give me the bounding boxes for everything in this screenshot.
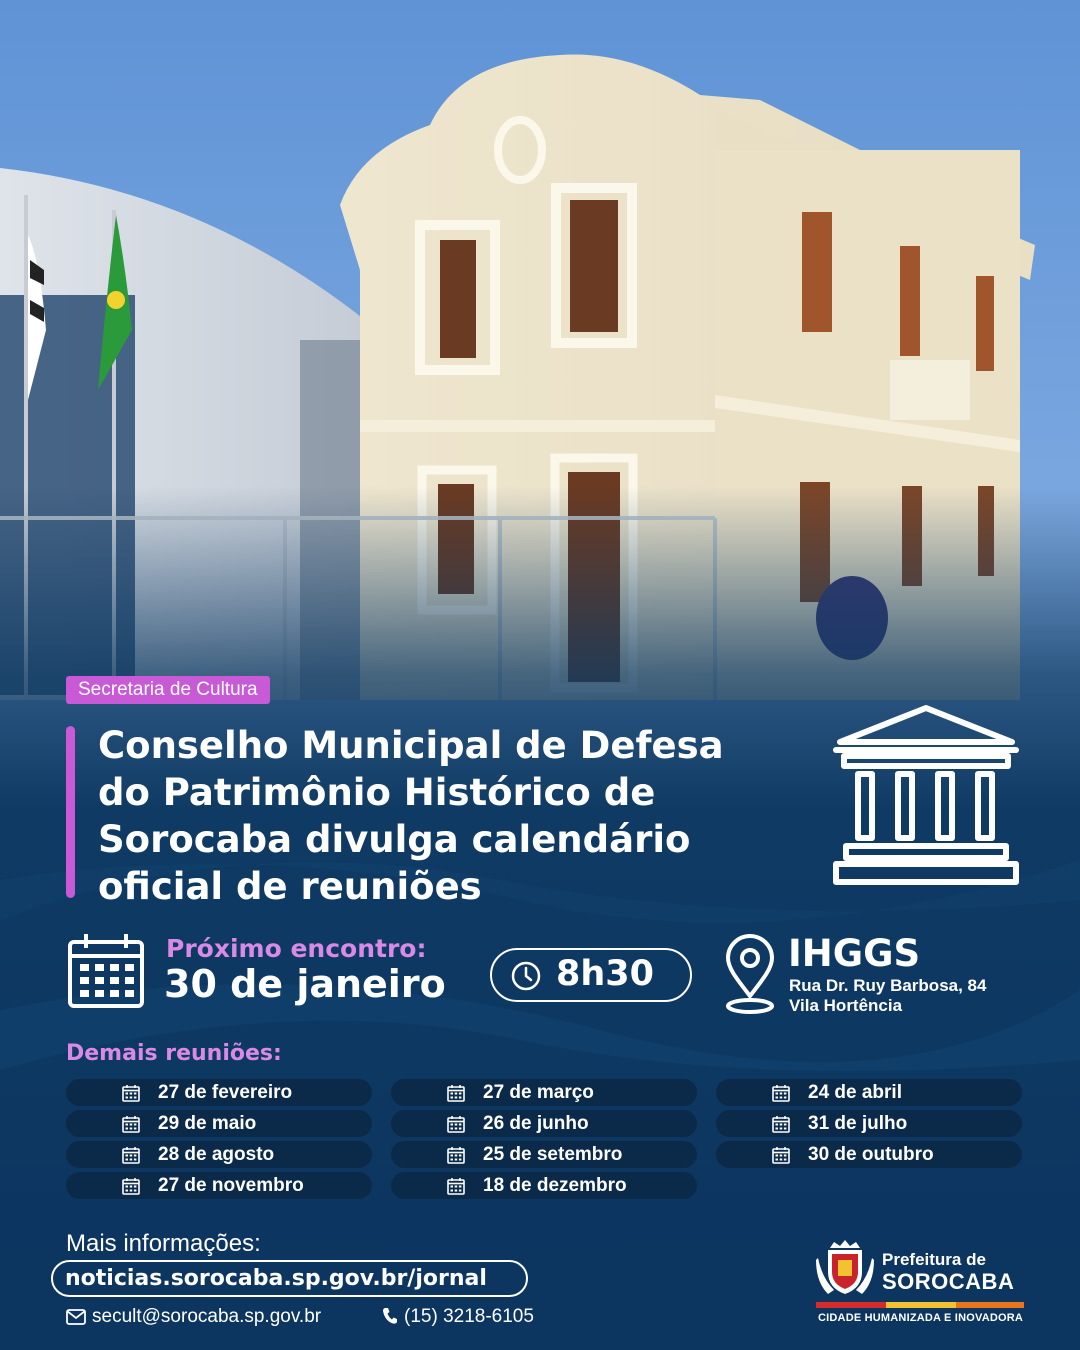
- headline-line: oficial de reuniões: [98, 865, 482, 908]
- news-url[interactable]: noticias.sorocaba.sp.gov.br/jornal: [65, 1266, 487, 1291]
- meeting-time: 8h30: [556, 954, 654, 994]
- meeting-date-item: [716, 1110, 1022, 1137]
- meeting-date-item: [716, 1079, 1022, 1106]
- logo-title-line1: Prefeitura de: [882, 1250, 986, 1269]
- calendar-icon: [447, 1084, 465, 1102]
- headline-line: Sorocaba divulga calendário: [98, 818, 691, 861]
- logo-title-line2: SOROCABA: [882, 1269, 1015, 1294]
- next-meeting-label: Próximo encontro:: [166, 934, 427, 963]
- time-badge: [490, 948, 692, 1002]
- mail-icon: [66, 1309, 86, 1325]
- meeting-date-text: 30 de outubro: [808, 1144, 934, 1165]
- meeting-date-text: 27 de novembro: [158, 1175, 304, 1196]
- more-info-label: Mais informações:: [66, 1230, 261, 1257]
- logo-tagline: CIDADE HUMANIZADA E INOVADORA: [818, 1312, 1024, 1324]
- meeting-date-item: [391, 1141, 697, 1168]
- calendar-icon: [122, 1084, 140, 1102]
- venue-name: IHGGS: [788, 932, 921, 975]
- calendar-icon: [447, 1146, 465, 1164]
- phone-contact[interactable]: [382, 1306, 534, 1328]
- category-tag: Secretaria de Cultura: [66, 676, 270, 704]
- meeting-date-text: 27 de março: [483, 1082, 594, 1103]
- logo-color-stripe: [816, 1302, 1024, 1308]
- meeting-date-text: 29 de maio: [158, 1113, 257, 1134]
- meeting-date-text: 18 de dezembro: [483, 1175, 627, 1196]
- meeting-date-item: [716, 1141, 1022, 1168]
- meeting-date-text: 24 de abril: [808, 1082, 902, 1103]
- email-contact[interactable]: [66, 1306, 321, 1328]
- meeting-date-text: 28 de agosto: [158, 1144, 275, 1165]
- meeting-date-text: 26 de junho: [483, 1113, 589, 1134]
- title-accent-bar: [66, 726, 75, 898]
- next-meeting-date: 30 de janeiro: [164, 962, 446, 1006]
- meeting-date-text: 27 de fevereiro: [158, 1082, 293, 1103]
- headline-line: do Patrimônio Histórico de: [98, 771, 656, 814]
- venue-address: Rua Dr. Ruy Barbosa, 84: [789, 976, 987, 995]
- meeting-date-item: [66, 1079, 372, 1106]
- meeting-date-item: [66, 1110, 372, 1137]
- calendar-icon: [447, 1177, 465, 1195]
- calendar-icon: [447, 1115, 465, 1133]
- city-logo: [812, 1234, 1026, 1328]
- calendar-icon: [122, 1177, 140, 1195]
- calendar-icon: [772, 1115, 790, 1133]
- calendar-icon: [122, 1146, 140, 1164]
- calendar-icon: [122, 1115, 140, 1133]
- calendar-icon: [772, 1084, 790, 1102]
- location-pin-icon: [722, 934, 778, 1016]
- calendar-icon: [772, 1146, 790, 1164]
- meeting-date-item: [391, 1110, 697, 1137]
- clock-icon: [510, 960, 542, 992]
- meeting-date-text: 31 de julho: [808, 1113, 908, 1134]
- other-meetings-label: Demais reuniões:: [66, 1041, 282, 1066]
- meeting-date-item: [66, 1141, 372, 1168]
- email-address[interactable]: secult@sorocaba.sp.gov.br: [92, 1306, 322, 1327]
- calendar-icon: [66, 930, 146, 1010]
- museum-icon: [830, 700, 1022, 890]
- meeting-date-text: 25 de setembro: [483, 1144, 623, 1165]
- meeting-date-item: [66, 1172, 372, 1199]
- headline-line: Conselho Municipal de Defesa: [98, 724, 724, 767]
- city-crest-icon: [814, 1238, 876, 1300]
- meeting-date-item: [391, 1172, 697, 1199]
- venue-neighborhood: Vila Hortência: [789, 996, 903, 1015]
- news-link[interactable]: [51, 1260, 528, 1297]
- phone-number[interactable]: (15) 3218-6105: [404, 1306, 534, 1327]
- headline: [98, 722, 818, 910]
- phone-icon: [382, 1307, 398, 1325]
- meeting-date-item: [391, 1079, 697, 1106]
